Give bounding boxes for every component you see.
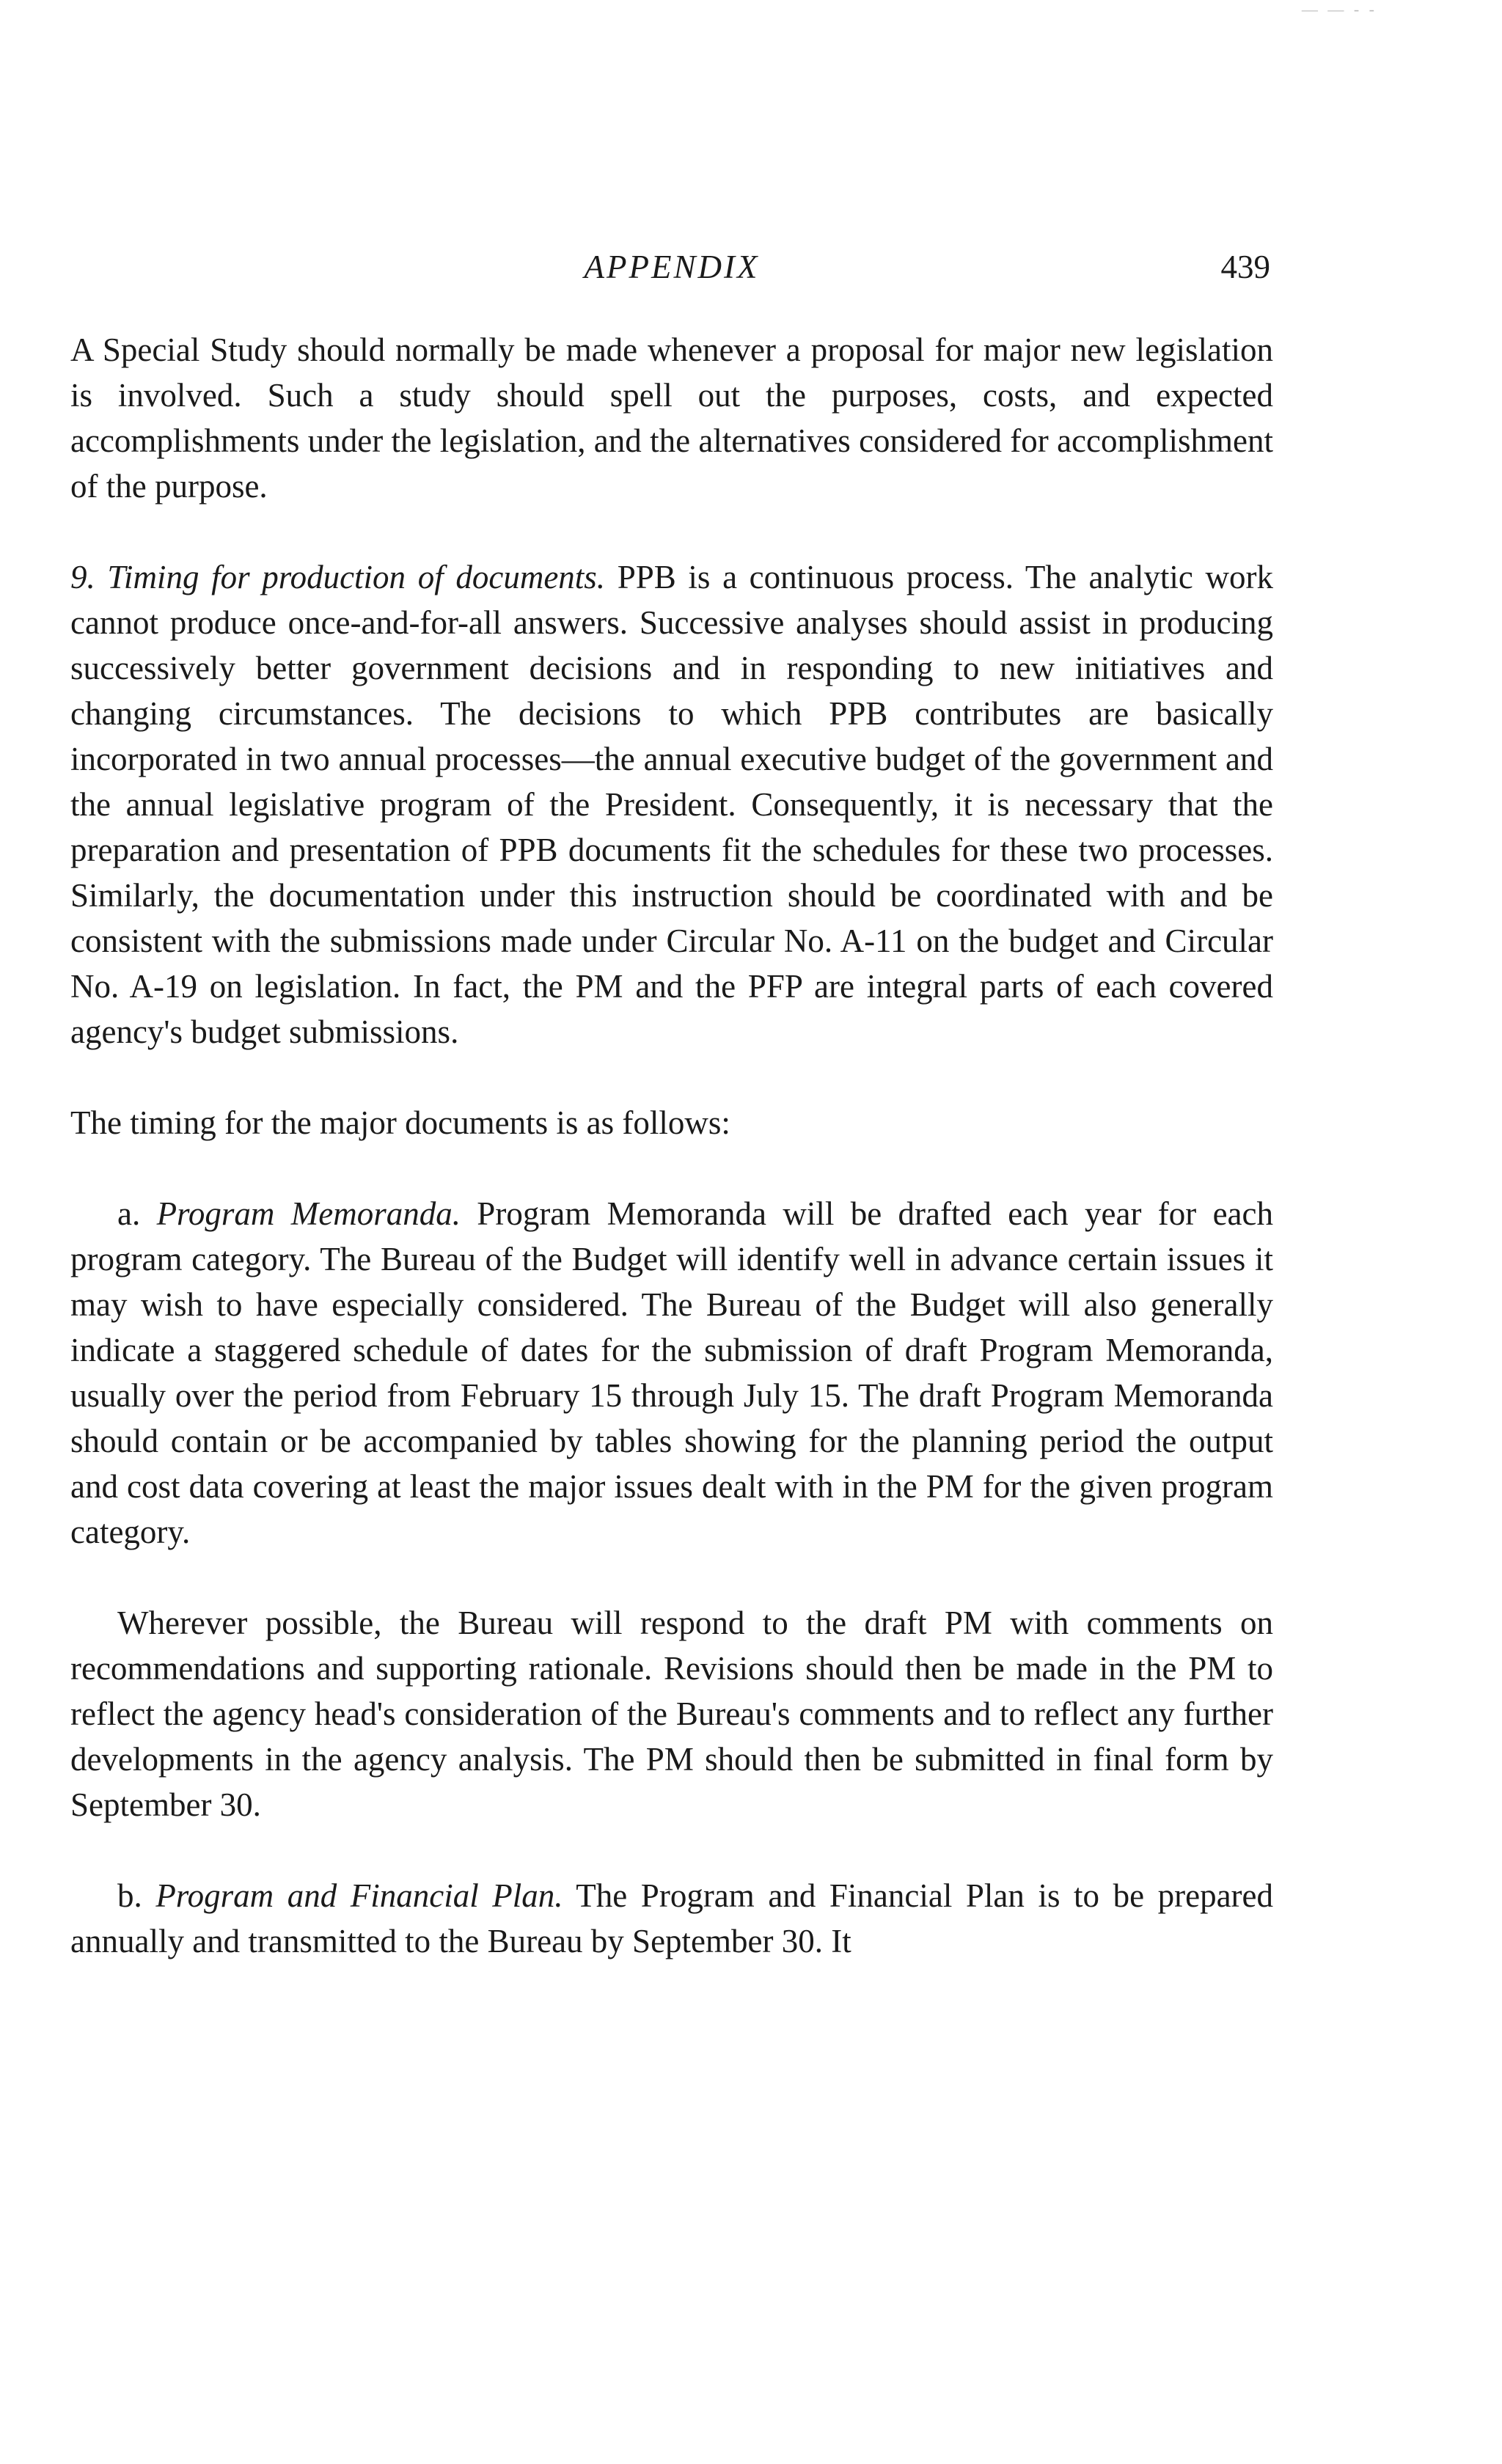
running-head <box>70 242 1273 295</box>
paragraph-text: PPB is a continuous process. The analytic work cannot produce once-and-for-all answers. Successive analyses should assist in producing successively better government decisions and in responding to new initiatives and changing circumstances. The decisions to which PPB contributes are basically incorporated in two annual processes—the annual executive budget of the government and the annual legislative program of the President. Consequently, it is necessary that the preparation and presentation of PPB documents fit the schedules for these two processes. Similarly, the documentation under this instruction should be coordinated with and be consistent with the submissions made under Circular No. A-11 on the budget and Circular No. A-19 on legislation. In fact, the PM and the PFP are integral parts of each covered agency's budget submissions. <box>70 559 1274 1050</box>
section-heading-program-memoranda: Program Memoranda. <box>156 1195 461 1232</box>
running-title: APPENDIX <box>584 249 760 285</box>
paragraph-text: Wherever possible, the Bureau will respond to the draft PM with comments on recommendations and supporting rationale. Revisions should then be made in the PM to reflect the agency head's consideration of the Bureau's comments and to reflect any further developments in the agency analysis. The PM should then be submitted in final form by September 30. <box>70 1605 1273 1823</box>
paragraph-bureau-response <box>70 1600 1273 1827</box>
book-page <box>70 242 1273 1964</box>
paragraph-text: A Special Study should normally be made whenever a proposal for major new legislation is involved. Such a study should spell out the purposes, costs, and expected accomplishments under the legislation, and the alternatives considered for accomplishment of the purpose. <box>70 331 1273 505</box>
paragraph-program-financial-plan <box>70 1873 1273 1964</box>
list-prefix: a. <box>117 1195 157 1232</box>
paragraph-text: The Program and Financial Plan is to be prepared annually and transmitted to the Bureau by September 30. It <box>70 1877 1273 1959</box>
list-prefix: b. <box>117 1877 156 1914</box>
paragraph-program-memoranda <box>70 1191 1273 1555</box>
paragraph-special-study <box>70 327 1273 509</box>
section-heading-program-financial-plan: Program and Financial Plan. <box>155 1877 563 1914</box>
section-heading-timing: 9. Timing for production of documents. <box>70 559 606 595</box>
top-edge-mark: — — - - <box>1301 0 1377 18</box>
paragraph-text: The timing for the major documents is as follows: <box>70 1104 730 1141</box>
paragraph-text: Program Memoranda will be drafted each year for each program category. The Bureau of the Budget will identify well in advance certain issues it may wish to have especially considered. The Bureau of the Budget will also generally indicate a staggered schedule of dates for the submission of draft Program Memoranda, usually over the period from February 15 through July 15. The draft Program Memoranda should contain or be accompanied by tables showing for the planning period the output and cost data covering at least the major issues dealt with in the PM for the given program category. <box>70 1195 1274 1550</box>
paragraph-timing-intro <box>70 1100 1273 1145</box>
paragraph-timing-documents <box>70 554 1273 1055</box>
page-number: 439 <box>1220 249 1270 285</box>
